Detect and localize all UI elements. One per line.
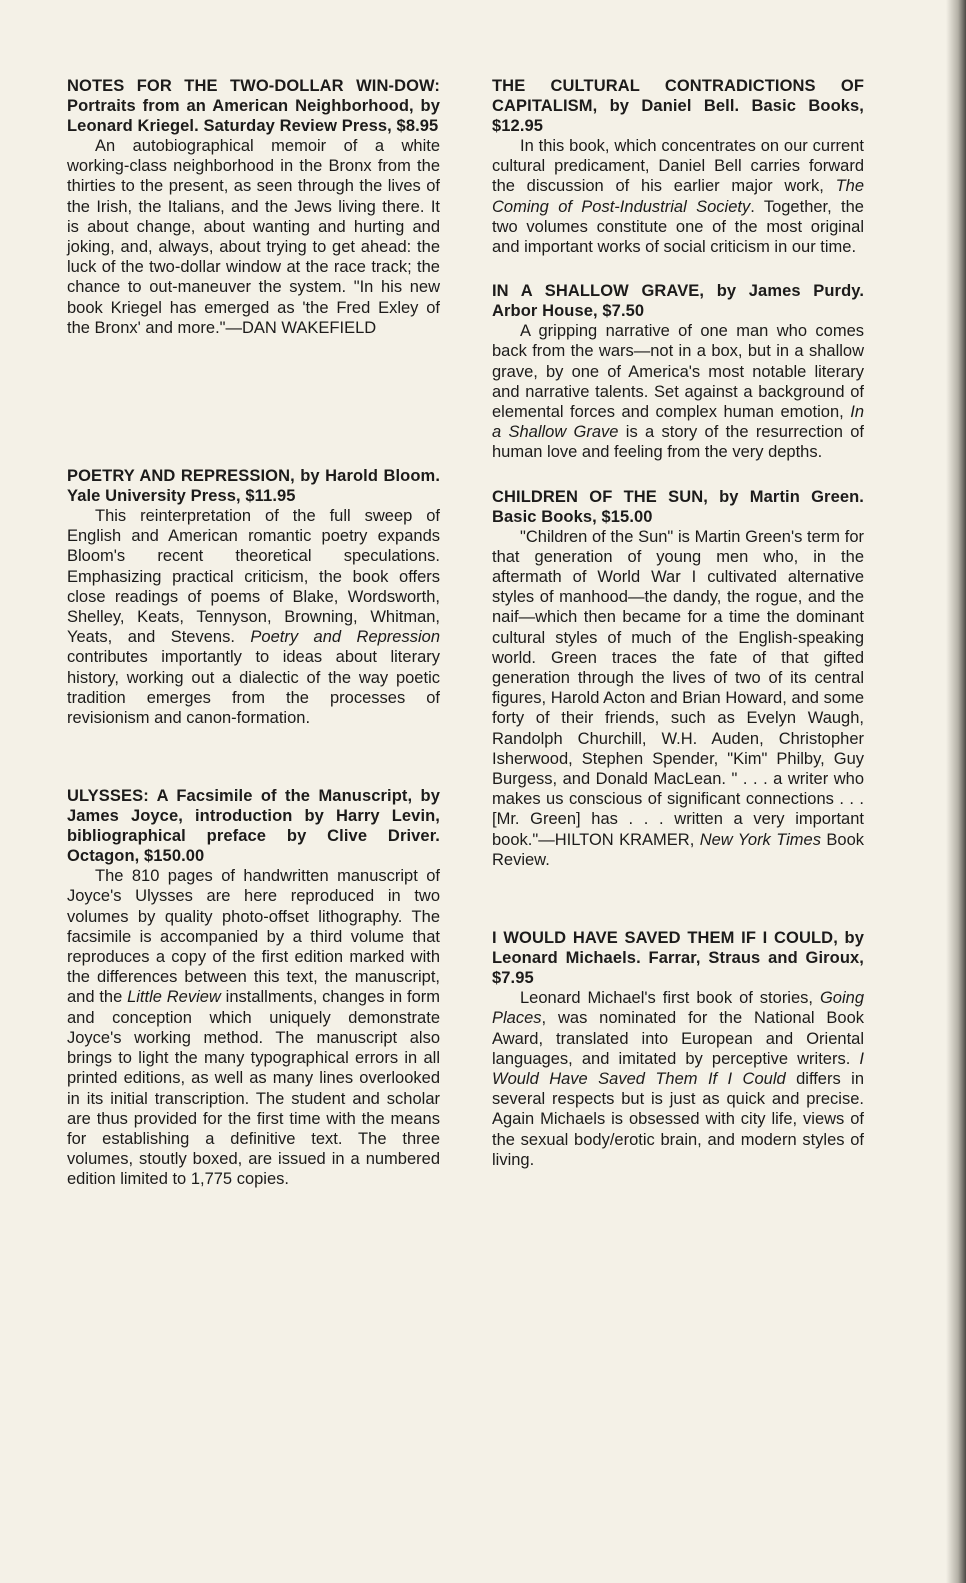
description-text: is a story of the resurrection of human love and feeling from the very depths.: [492, 423, 865, 462]
right-column: [492, 76, 864, 1170]
entry-heading: POETRY AND REPRESSION, by Harold Bloom. Yale University Press, $11.95: [67, 467, 440, 506]
left-column: [67, 76, 440, 1190]
book-entry-i-would-have-saved-them: [492, 928, 864, 1170]
description-text: A gripping narrative of one man who comes back from the wars—not in a box, but in a shallow grave, by one of America's most notable literary and narrative talents. Set against a background of elemental forces and complex human emotion,: [492, 322, 864, 422]
italic-title: The Coming of Post-Industrial Society: [492, 177, 864, 216]
description-text: differs in several respects but is just as quick and precise. Again Michaels is obsessed with city life, views of the sexual body/erotic brain, and modern styles of living.: [492, 1069, 864, 1169]
entry-heading: THE CULTURAL CONTRADICTIONS OF CAPITALISM, by Daniel Bell. Basic Books, $12.95: [492, 77, 864, 135]
italic-title: Poetry and Repression: [250, 628, 440, 647]
italic-title: In a Shallow Grave: [492, 403, 864, 442]
description-text: contributes importantly to ideas about literary history, working out a dialectic of the way poetic tradition emerges from the processes of revisionism and canon-formation.: [67, 648, 440, 728]
italic-title: Going Places: [492, 989, 864, 1028]
entry-heading: CHILDREN OF THE SUN, by Martin Green. Basic Books, $15.00: [492, 487, 864, 526]
italic-title: Little Review: [127, 988, 221, 1007]
description-text: This reinterpretation of the full sweep of English and American romantic poetry expands Bloom's recent theoretical speculations. Emphasizing practical criticism, the book offers close readings of poems of Blake, Wordsworth, Shelley, Keats, Tennyson, Browning, Whitman, Yeats, and Stevens.: [67, 507, 440, 647]
description-text: Book Review.: [492, 830, 864, 869]
entry-description: [67, 866, 440, 1189]
entry-description: An autobiographical memoir of a white working-class neighborhood in the Bronx from the thirties to the present, as seen through the lives of the Irish, the Italians, and the Jews living there. It is about change, about wanting and hurting and joking, and, always, about trying to get ahead: the luck of the two-dollar window at the race track; the chance to out-maneuver the system. "In his new book Kriegel has emerged as 'the Fred Exley of the Bronx' and more."—DAN WAKEFIELD: [67, 137, 440, 337]
entry-heading: ULYSSES: A Facsimile of the Manuscript, by James Joyce, introduction by Harry Levin, bibliographical preface by Clive Driver. Octagon, $150.00: [67, 787, 440, 866]
entry-heading: IN A SHALLOW GRAVE, by James Purdy. Arbor House, $7.50: [492, 282, 864, 321]
entry-heading: NOTES FOR THE TWO-DOLLAR WIN-DOW: Portraits from an American Neighborhood, by Leonard Kriegel. Saturday Review Press, $8.95: [67, 77, 440, 135]
description-text: . Together, the two volumes constitute one of the most original and important works of social criticism in our time.: [492, 197, 864, 257]
page-edge-shadow: [946, 0, 966, 1583]
description-text: , was nominated for the National Book Award, translated into European and Oriental languages, and imitated by perceptive writers.: [492, 1009, 864, 1068]
description-text: The 810 pages of handwritten manuscript of Joyce's Ulysses are here reproduced in two volumes by quality photo-offset lithography. The facsimile is accompanied by a third volume that reproduces a copy of the first edition marked with the differences between this text, the manuscript, and the: [67, 867, 440, 1007]
entry-heading: I WOULD HAVE SAVED THEM IF I COULD, by Leonard Michaels. Farrar, Straus and Giroux, $7.95: [492, 929, 864, 988]
book-entry-cultural-contradictions: [492, 76, 864, 257]
entry-description: [492, 136, 864, 257]
entry-description: [492, 321, 864, 462]
entry-description: [492, 527, 864, 870]
book-entry-in-a-shallow-grave: [492, 281, 864, 462]
entry-description: [67, 506, 440, 728]
entry-description: [492, 988, 864, 1170]
description-text: In this book, which concentrates on our current cultural predicament, Daniel Bell carries forward the discussion of his earlier major work,: [492, 137, 864, 196]
book-entry-children-of-the-sun: [492, 487, 864, 870]
book-entry-poetry-and-repression: [67, 466, 440, 728]
description-text: "Children of the Sun" is Martin Green's term for that generation of young men who, in the aftermath of World War I cultivated alternative styles of manhood—the dandy, the rogue, and the naif—which then became for a time the dominant cultural styles of much of the English-speaking world. Green traces the fate of that gifted generation through the lives of two of its central figures, Harold Acton and Brian Howard, and some forty of their friends, such as Evelyn Waugh, Randolph Churchill, W.H. Auden, Christopher Isherwood, Stephen Spender, "Kim" Philby, Guy Burgess, and Donald MacLean. " . . . a writer who makes us conscious of significant connections . . . [Mr. Green] has . . . written a very important book."—HILTON KRAMER,: [492, 527, 864, 849]
description-text: installments, changes in form and conception which uniquely demonstrate Joyce's working method. The manuscript also brings to light the many typographical errors in all printed editions, as well as many lines overlooked in its initial transcription. The student and scholar are thus provided for the first time with the means for establishing a definitive text. The three volumes, stoutly boxed, are issued in a numbered edition limited to 1,775 copies.: [67, 988, 440, 1189]
italic-title: I Would Have Saved Them If I Could: [492, 1049, 864, 1088]
description-text: Leonard Michael's first book of stories,: [520, 989, 820, 1008]
italic-title: New York Times: [699, 830, 821, 849]
book-entry-ulysses-facsimile: [67, 786, 440, 1189]
book-entry-two-dollar-window: [67, 76, 440, 338]
